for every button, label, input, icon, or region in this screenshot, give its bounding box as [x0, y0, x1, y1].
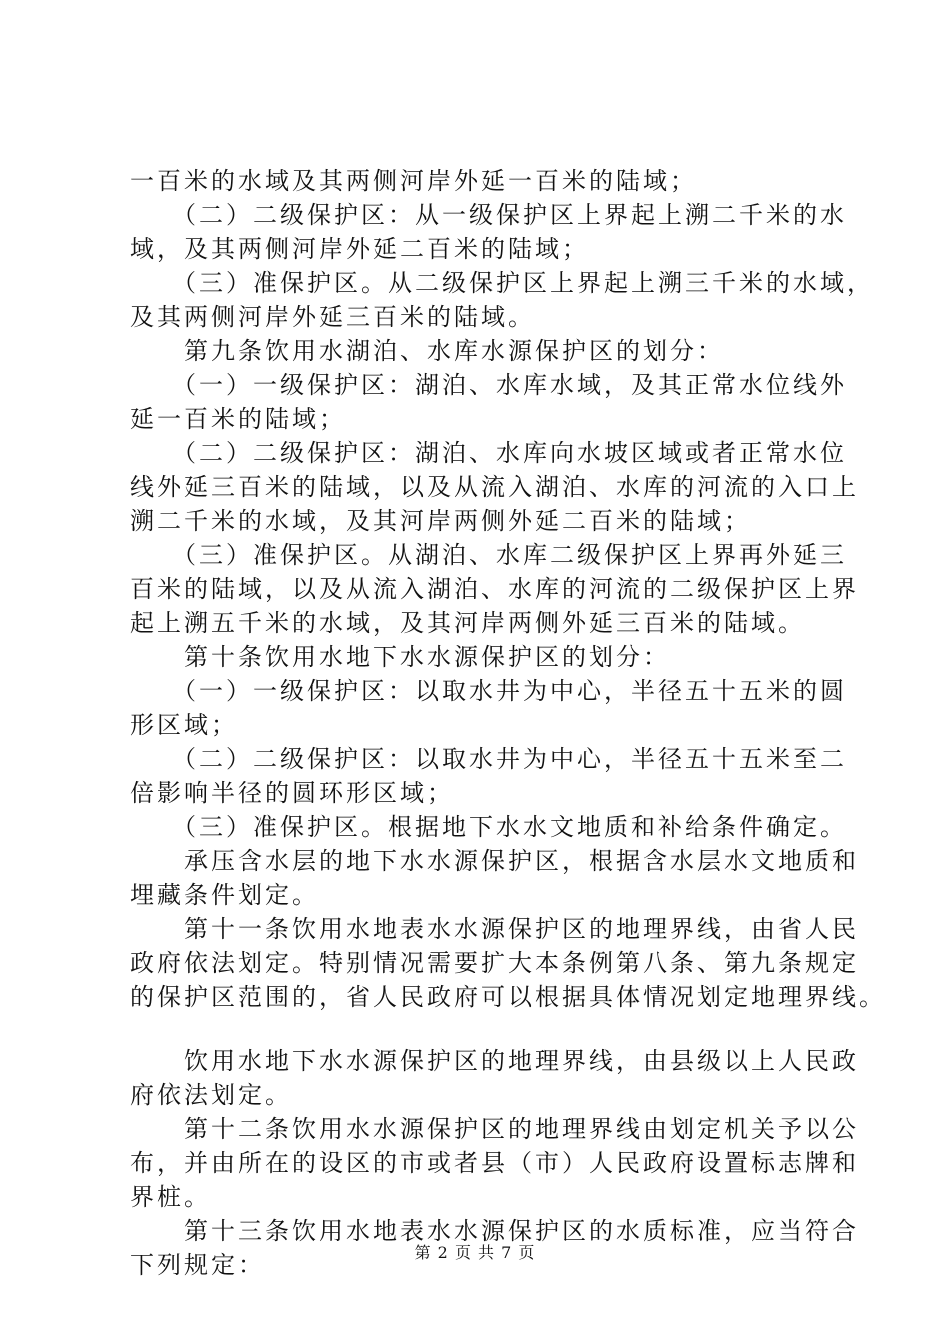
document-body: [130, 164, 886, 1282]
text-line: （三）准保护区。从湖泊、水库二级保护区上界再外延三: [130, 541, 847, 569]
text-line: 埋藏条件划定。: [130, 881, 319, 909]
text-line: 承压含水层的地下水水源保护区，根据含水层水文地质和: [130, 847, 859, 875]
page-number-footer: 第 2 页 共 7 页: [414, 1243, 536, 1262]
text-line: （二）二级保护区：以取水井为中心，半径五十五米至二: [130, 745, 847, 773]
text-line: （二）二级保护区：从一级保护区上界起上溯二千米的水: [130, 201, 847, 229]
text-line: 及其两侧河岸外延三百米的陆域。: [130, 303, 535, 331]
text-line: （三）准保护区。从二级保护区上界起上溯三千米的水域，: [130, 269, 874, 297]
text-line: 界桩。: [130, 1183, 211, 1211]
text-line: 布，并由所在的设区的市或者县（市）人民政府设置标志牌和: [130, 1149, 859, 1177]
text-line: 起上溯五千米的水域，及其河岸两侧外延三百米的陆域。: [130, 609, 805, 637]
text-line: 下列规定：: [130, 1251, 265, 1279]
text-line: 百米的陆域，以及从流入湖泊、水库的河流的二级保护区上界: [130, 575, 859, 603]
text-line: 政府依法划定。特别情况需要扩大本条例第八条、第九条规定: [130, 949, 859, 977]
text-line: 第十条饮用水地下水水源保护区的划分：: [130, 643, 670, 671]
text-line: 第十二条饮用水水源保护区的地理界线由划定机关予以公: [130, 1115, 859, 1143]
text-line: 倍影响半径的圆环形区域；: [130, 779, 454, 807]
text-line: 线外延三百米的陆域，以及从流入湖泊、水库的河流的入口上: [130, 473, 859, 501]
text-line: （一）一级保护区：湖泊、水库水域，及其正常水位线外: [130, 371, 847, 399]
text-line: 形区域；: [130, 711, 238, 739]
text-line: 第十一条饮用水地表水水源保护区的地理界线，由省人民: [130, 915, 859, 943]
text-line: 的保护区范围的，省人民政府可以根据具体情况划定地理界线。: [130, 983, 886, 1011]
text-line: 饮用水地下水水源保护区的地理界线，由县级以上人民政: [130, 1047, 859, 1075]
text-line: 域，及其两侧河岸外延二百米的陆域；: [130, 235, 589, 263]
text-line: 第十三条饮用水地表水水源保护区的水质标准，应当符合: [130, 1217, 859, 1245]
text-line: 一百米的水域及其两侧河岸外延一百米的陆域；: [130, 167, 697, 195]
text-line: （二）二级保护区：湖泊、水库向水坡区域或者正常水位: [130, 439, 847, 467]
text-line: （三）准保护区。根据地下水水文地质和补给条件确定。: [130, 813, 847, 841]
text-line: 府依法划定。: [130, 1081, 292, 1109]
paragraph-gap: [130, 1014, 845, 1044]
text-line: 延一百米的陆域；: [130, 405, 346, 433]
text-line: （一）一级保护区：以取水井为中心，半径五十五米的圆: [130, 677, 847, 705]
text-line: 溯二千米的水域，及其河岸两侧外延二百米的陆域；: [130, 507, 751, 535]
text-line: 第九条饮用水湖泊、水库水源保护区的划分：: [130, 337, 724, 365]
